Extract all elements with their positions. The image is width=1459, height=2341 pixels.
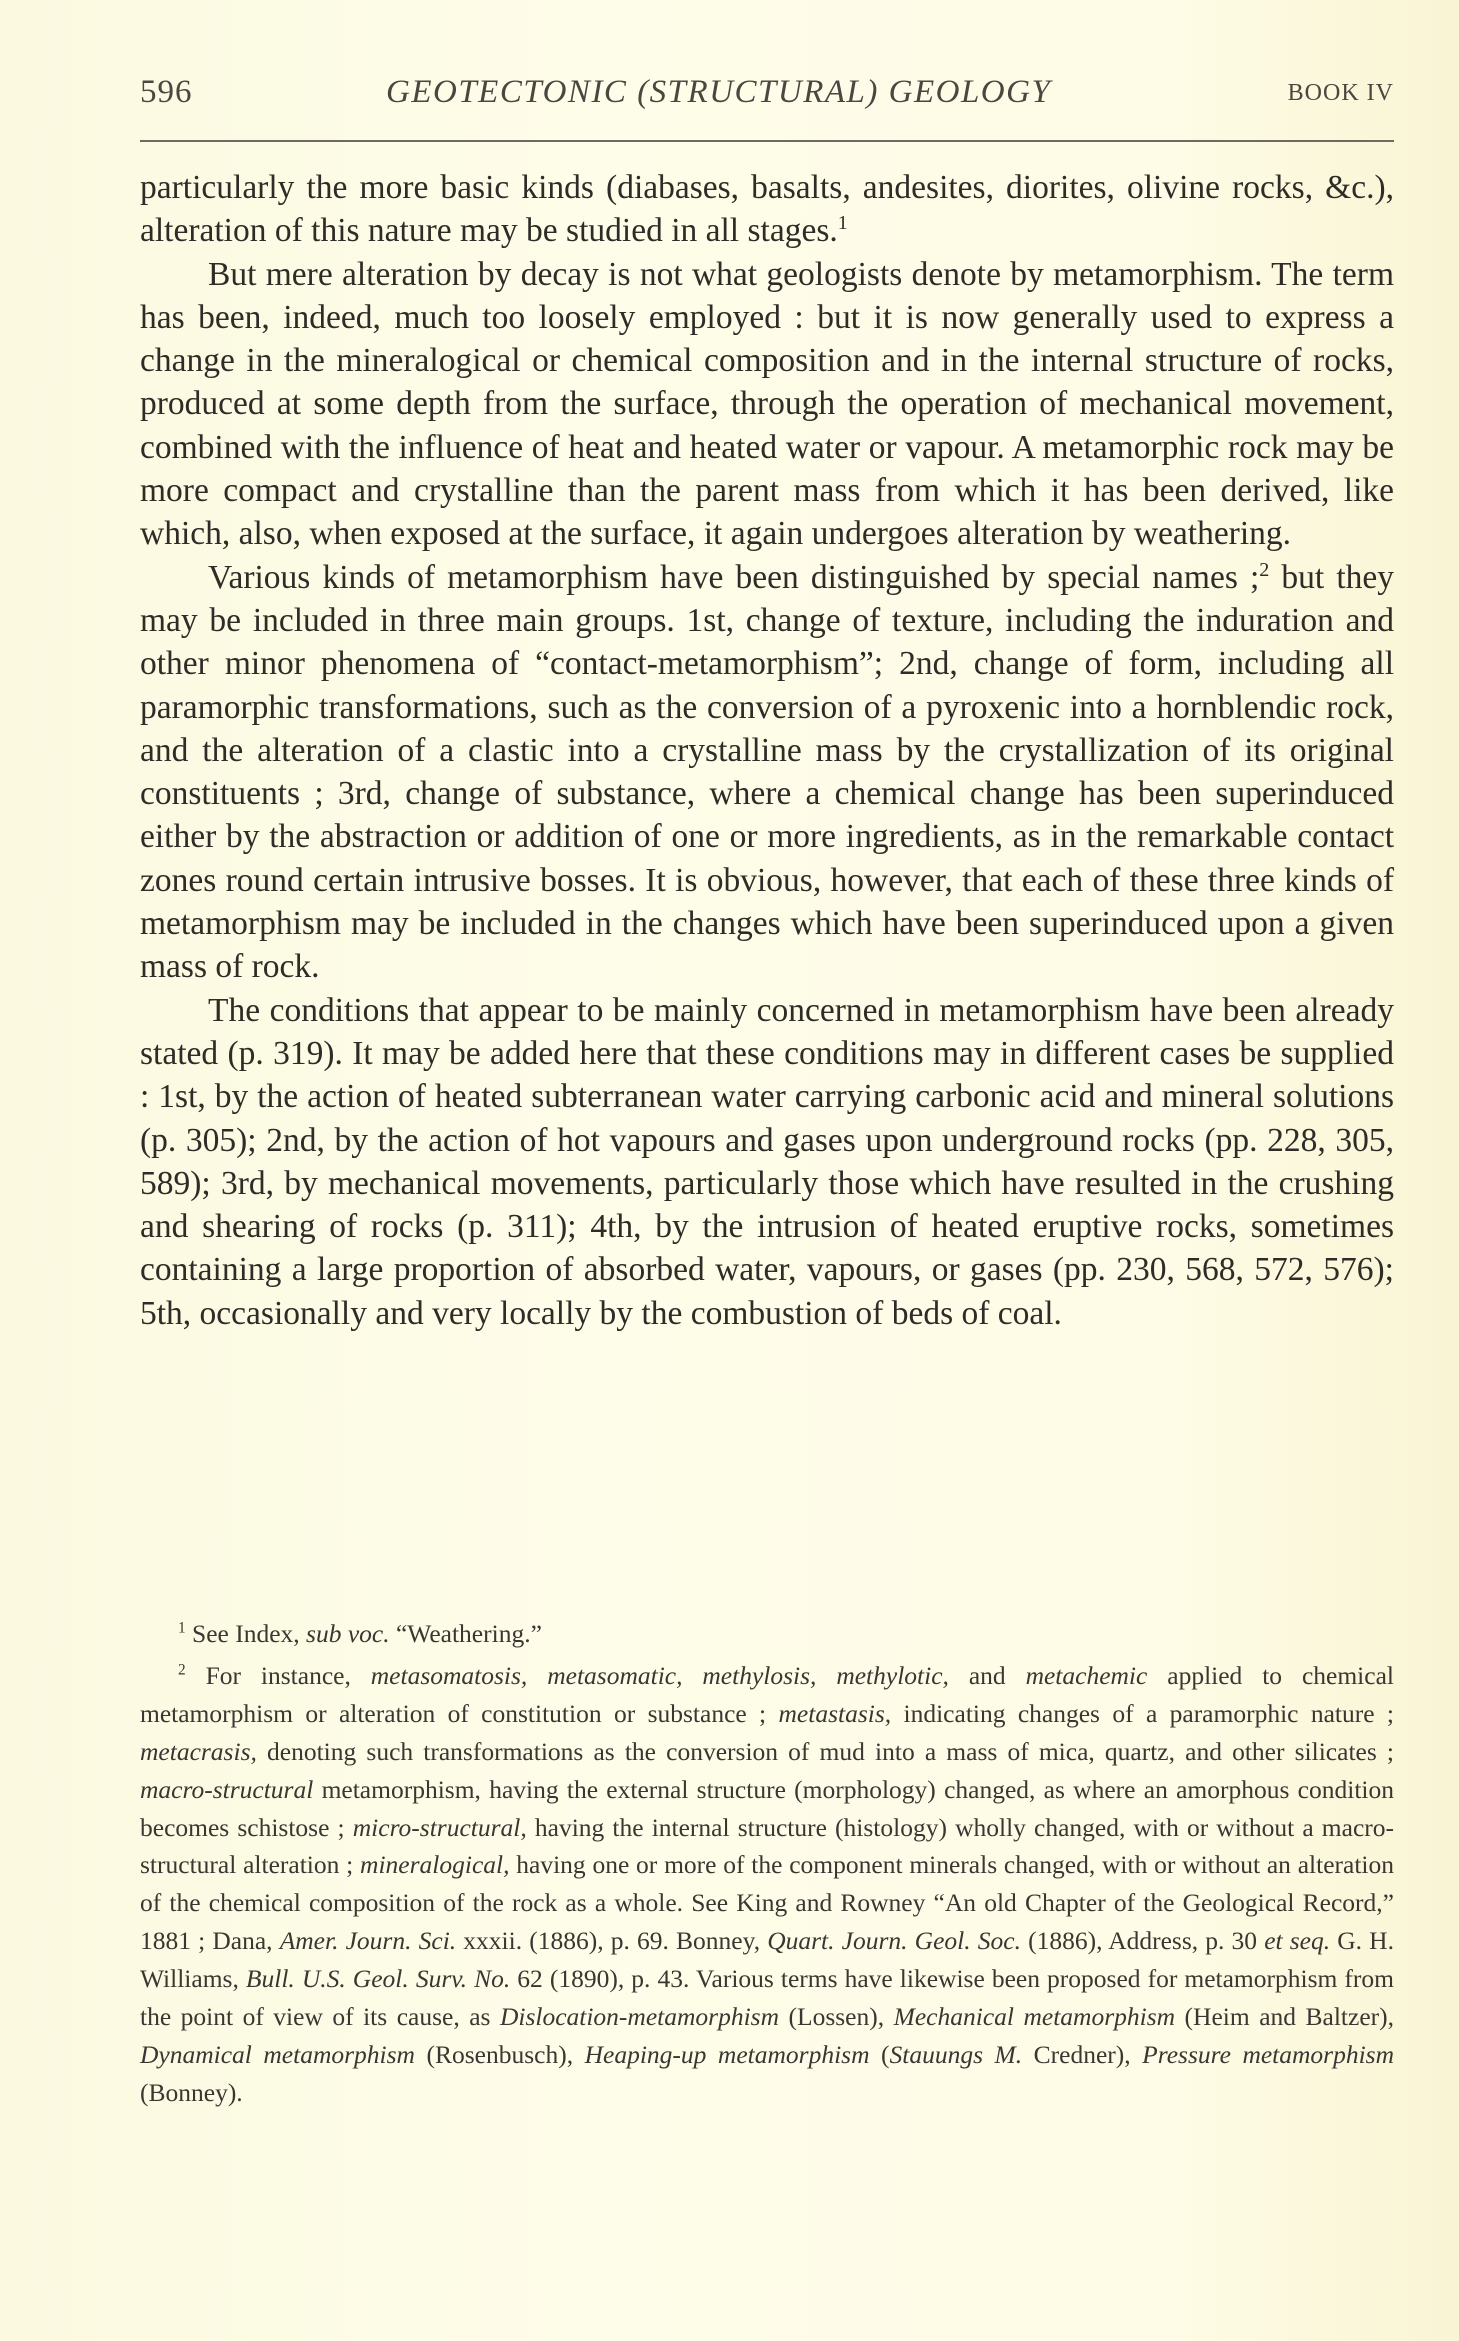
footnote-segment: (1886), Address, p. 30: [1020, 1926, 1265, 1956]
footnote-segment: (Heim and Baltzer),: [1175, 2002, 1395, 2032]
footnote-ref-1[interactable]: 1: [837, 212, 848, 235]
paragraph-4: [140, 989, 1394, 1335]
paragraph-text-continued: but they may be included in three main groups. 1st, change of texture, including the induration and other minor phenomena of “contact-metamorphism”; 2nd, change of form, including all paramorphic transformations, such as the conversion of a pyroxenic into a hornblendic rock, and the alteration of a clastic into a crystalline mass by the crystallization of its original constituents ; 3rd, change of substance, where a chemical change has been superinduced either by the abstraction or addition of one or more ingredients, as in the remarkable contact zones round certain intrusive bosses. It is obvious, however, that each of these three kinds of metamorphism may be included in the changes which have been superinduced upon a given mass of rock.: [140, 558, 1394, 986]
footnote-text: [140, 1661, 1394, 2107]
italic-term: micro-structural,: [352, 1812, 527, 1842]
italic-term: mineralogical,: [360, 1850, 510, 1880]
italic-term: sub voc.: [306, 1619, 390, 1648]
italic-term: Amer. Journ. Sci.: [279, 1926, 457, 1956]
italic-term: metacrasis,: [140, 1736, 257, 1766]
footnote-text: [192, 1619, 542, 1648]
body-text: [140, 166, 1394, 1335]
paragraph-3: [140, 556, 1394, 989]
running-title: GEOTECTONIC (STRUCTURAL) GEOLOGY: [386, 74, 1052, 110]
italic-term: metachemic: [1025, 1660, 1148, 1690]
footnote-segment: having the internal structure (histology) wholly changed, with or without a macro-structural alteration ;: [140, 1812, 1394, 1880]
page-number: 596: [140, 74, 193, 110]
italic-term: Stauungs M.: [889, 2039, 1023, 2069]
italic-term: macro-structural: [140, 1774, 314, 1804]
italic-term: Pressure metamorphism: [1142, 2039, 1395, 2069]
paragraph-1: [140, 166, 1394, 253]
italic-term: Quart. Journ. Geol. Soc.: [767, 1926, 1021, 1956]
footnote-segment: (: [869, 2039, 890, 2069]
footnote-marker: 1: [178, 1619, 186, 1637]
footnote-segment: indicating changes of a paramorphic nature ;: [891, 1698, 1394, 1728]
footnote-ref-2[interactable]: 2: [1259, 558, 1270, 581]
footnote-segment: denoting such transformations as the conversion of mud into a mass of mica, quartz, and other silicates ;: [256, 1736, 1394, 1766]
footnote-segment: 62 (1890), p. 43. Various terms have likewise been proposed for metamorphism from the point of view of its cause, as: [140, 1964, 1394, 2032]
footnotes: [140, 1615, 1394, 2112]
footnote-2: [140, 1657, 1394, 2112]
italic-term: metastasis,: [778, 1698, 892, 1728]
footnote-segment: (Lossen),: [779, 2002, 894, 2032]
footnote-segment: applied to chemical metamorphism or alteration of constitution or substance ;: [140, 1660, 1394, 1728]
footnote-segment: (Rosenbusch),: [414, 2039, 585, 2069]
header-rule: [140, 140, 1394, 142]
footnote-marker: 2: [178, 1661, 186, 1679]
paragraph-text: But mere alteration by decay is not what geologists denote by metamorphism. The term has been, indeed, much too loosely employed : but it is now generally used to express a change in the mineralogical or chemical composition and in the internal structure of rocks, produced at some depth from the surface, through the operation of mechanical movement, combined with the influence of heat and heated water or vapour. A metamorphic rock may be more compact and crystalline than the parent mass from which it has been derived, like which, also, when exposed at the surface, it again undergoes alteration by weathering.: [140, 255, 1394, 553]
footnote-segment: metamorphism, having the external structure (morphology) changed, as where an amorphous condition becomes schistose ;: [140, 1774, 1394, 1842]
footnote-segment: Credner),: [1022, 2039, 1143, 2069]
paragraph-text: The conditions that appear to be mainly concerned in metamorphism have been already stated (p. 319). It may be added here that these conditions may in different cases be supplied : 1st, by the action of heated subterranean water carrying carbonic acid and mineral solutions (p. 305); 2nd, by the action of hot vapours and gases upon underground rocks (pp. 228, 305, 589); 3rd, by mechanical movements, particularly those which have resulted in the crushing and shearing of rocks (p. 311); 4th, by the intrusion of heated eruptive rocks, sometimes containing a large proportion of absorbed water, vapours, or gases (pp. 230, 568, 572, 576); 5th, occasionally and very locally by the combustion of beds of coal.: [140, 991, 1394, 1332]
footnote-segment: (Bonney).: [140, 2077, 243, 2107]
italic-term: Dynamical metamorphism: [140, 2039, 415, 2069]
italic-term: Heaping-up metamorphism: [584, 2039, 870, 2069]
footnote-segment: G. H. Williams,: [140, 1926, 1394, 1994]
footnote-segment: For instance,: [205, 1660, 371, 1690]
italic-term: Dislocation-metamorphism: [499, 2002, 780, 2032]
italic-term: et seq.: [1264, 1926, 1331, 1956]
running-head: [140, 74, 1394, 124]
italic-term: metasomatosis, metasomatic, methylosis, methylotic,: [370, 1660, 949, 1690]
footnote-segment: See Index,: [192, 1619, 307, 1648]
paragraph-text: Various kinds of metamorphism have been distinguished by special names ;: [208, 558, 1260, 596]
italic-term: Mechanical metamorphism: [893, 2002, 1176, 2032]
book-label: BOOK IV: [1287, 80, 1394, 106]
footnote-segment: and: [948, 1660, 1026, 1690]
footnote-segment: xxxii. (1886), p. 69. Bonney,: [456, 1926, 768, 1956]
footnote-segment: “Weathering.”: [389, 1619, 542, 1648]
footnote-segment: having one or more of the component minerals changed, with or without an alteration of the chemical composition of the rock as a whole. See King and Rowney “An old Chapter of the Geological Record,” 1881 ; Dana,: [140, 1850, 1395, 1956]
paragraph-text: particularly the more basic kinds (diabases, basalts, andesites, diorites, olivine rocks, &c.), alteration of this nature may be studied in all stages.: [140, 169, 1394, 250]
footnote-1: [140, 1615, 1394, 1653]
italic-term: Bull. U.S. Geol. Surv. No.: [245, 1964, 511, 1994]
paragraph-2: [140, 253, 1394, 556]
